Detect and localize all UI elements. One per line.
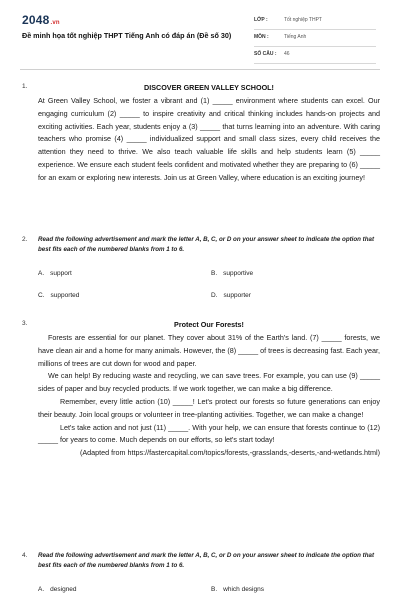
passage-paragraph: Remember, every little action (10) _____! Let's protect our forests so future generations can enjoy their beauty. Join local groups or volunteer in tree-planting activities. Together, we can make a change!	[38, 396, 380, 419]
passage-source: (Adapted from https://fastercapital.com/topics/forests,-grasslands,-deserts,-and-wetlands.html)	[79, 448, 380, 458]
answer-option-c[interactable]	[38, 292, 79, 299]
passage-paragraph: Forests are essential for our planet. They cover about 31% of the Earth's land. (7) _____ forests, we have clean air and a home for many animals. However, the (8) _____ of trees is decreasing fast. Each year, millions of trees are cut down for wood and paper.	[38, 333, 380, 368]
option-text: designed	[50, 586, 77, 593]
header-divider	[20, 69, 380, 70]
logo-text: 2048	[22, 13, 50, 27]
option-letter: A.	[38, 586, 45, 593]
option-text: supportive	[223, 270, 254, 277]
option-letter: B.	[211, 270, 218, 277]
question-number: 1.	[22, 83, 28, 90]
option-text: supporter	[223, 292, 251, 299]
passage-paragraph: We can help! By reducing waste and recycling, we can save trees. For example, you can use (9) _____ sides of paper and buy recycled products. If we work together, we can make a big difference.	[38, 371, 380, 394]
meta-key: LỚP :	[254, 17, 268, 23]
passage-text	[38, 95, 380, 185]
answer-option-b[interactable]	[211, 586, 264, 593]
option-text: support	[50, 270, 72, 277]
logo-tld: .vn	[50, 20, 60, 26]
question-number: 4.	[22, 552, 28, 559]
meta-row-class	[254, 14, 376, 30]
meta-value: Tốt nghiệp THPT	[284, 17, 322, 23]
document-title: Đề minh họa tốt nghiệp THPT Tiếng Anh có đáp án (Đề số 30)	[22, 31, 232, 40]
passage-paragraph: At Green Valley School, we foster a vibrant and (1) _____ environment where students can excel. Our engaging curriculum (2) _____ to inspire creativity and critical thinking includes hands-on projects and exciting activities. Each year, students enjoy a (3) _____ that turns learning into an adventure. With caring teachers who promise (4) _____ individualized support and small class sizes, every child receives the attention they need to thrive. We also teach valuable life skills and help students learn (5) _____ experience. We ensure each student feels confident and motivated whether they are preparing to (6) _____ for an exam or exploring new interests. Join us at Green Valley, where education is an exciting journey!	[38, 96, 380, 182]
site-logo[interactable]	[22, 13, 60, 27]
option-letter: B.	[211, 586, 218, 593]
passage-title: Protect Our Forests!	[174, 320, 244, 329]
question-number: 3.	[22, 320, 28, 327]
answer-option-a[interactable]	[38, 586, 77, 593]
question-number: 2.	[22, 236, 28, 243]
option-text: which designs	[223, 586, 264, 593]
meta-value: Tiếng Anh	[284, 34, 307, 40]
option-letter: C.	[38, 292, 45, 299]
passage-paragraph: Let's take action and not just (11) _____. With your help, we can ensure that forests continue to (12) _____ for years to come. Much depends on our efforts, so let's start today!	[38, 422, 380, 445]
meta-value: 46	[284, 51, 290, 57]
question-instruction: Read the following advertisement and mark the letter A, B, C, or D on your answer sheet to indicate the option that best fits each of the numbered blanks from 1 to 6.	[38, 552, 375, 569]
passage-text	[38, 332, 380, 460]
meta-key: SỐ CÂU :	[254, 51, 277, 57]
answer-option-a[interactable]	[38, 270, 72, 277]
page-header	[0, 0, 400, 68]
passage-title: DISCOVER GREEN VALLEY SCHOOL!	[144, 83, 274, 92]
option-letter: D.	[211, 292, 218, 299]
option-text: supported	[50, 292, 80, 299]
meta-table	[254, 14, 376, 65]
option-letter: A.	[38, 270, 45, 277]
answer-option-b[interactable]	[211, 270, 253, 277]
meta-row-subject	[254, 31, 376, 47]
meta-row-question-count	[254, 48, 376, 64]
answer-option-d[interactable]	[211, 292, 251, 299]
meta-key: MÔN :	[254, 34, 269, 40]
question-instruction: Read the following advertisement and mark the letter A, B, C, or D on your answer sheet to indicate the option that best fits each of the numbered blanks from 1 to 6.	[38, 236, 375, 253]
